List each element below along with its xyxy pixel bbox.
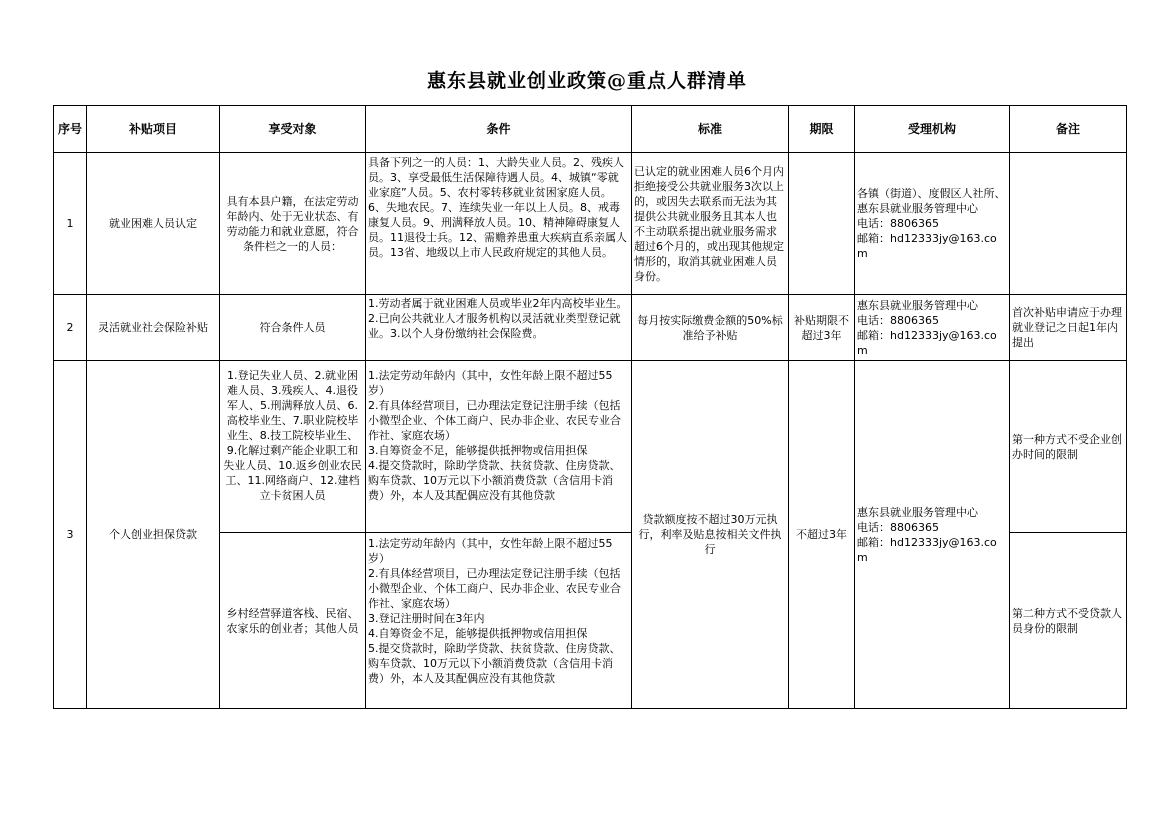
row-item: 个人创业担保贷款	[87, 361, 220, 709]
condition-text: 1.法定劳动年龄内（其中，女性年龄上限不超过55岁） 2.有具体经营项目，已办理法定登记注册手续（包括小微型企业、个体工商户、民办非企业、农民专业合作社、家庭农场） 3.自筹资金不足，能够提供抵押物或信用担保 4.提交贷款时，除助学贷款、扶贫贷款、住房贷款、购车贷款、10万元以下小额消费贷款（含信用卡消费）外，本人及其配偶应没有其他贷款	[368, 368, 621, 502]
row-period: 补贴期限不超过3年	[789, 295, 855, 361]
condition-text: 具备下列之一的人员：1、大龄失业人员。2、残疾人员。3、享受最低生活保障待遇人员。4、城镇“零就业家庭”人员。5、农村零转移就业贫困家庭人员。6、失地农民。7、连续失业一年以上人员。8、戒毒康复人员。9、刑满释放人员。10、精神障碍康复人员。11退役士兵。12、需赡养患重大疾病直系亲属人员。13省、地级以上市人民政府规定的其他人员。	[368, 155, 627, 259]
row-target: 具有本县户籍，在法定劳动年龄内、处于无业状态、有劳动能力和就业意愿，符合条件栏之一的人员：	[220, 153, 366, 295]
row-condition	[366, 533, 632, 709]
row-condition	[366, 295, 632, 361]
row-item: 就业困难人员认定	[87, 153, 220, 295]
header-period: 期限	[789, 106, 855, 153]
header-item: 补贴项目	[87, 106, 220, 153]
row-standard: 已认定的就业困难人员6个月内拒绝接受公共就业服务3次以上的，或因失去联系而无法为其提供公共就业服务且其本人也不主动联系提出就业服务需求超过6个月的，或出现其他规定情形的，取消其就业困难人员身份。	[632, 153, 789, 295]
header-agency: 受理机构	[855, 106, 1010, 153]
row-agency: 惠东县就业服务管理中心 电话：8806365 邮箱：hd12333jy@163.com	[855, 361, 1010, 709]
row-period: 不超过3年	[789, 361, 855, 709]
row-standard: 贷款额度按不超过30万元执行，利率及贴息按相关文件执行	[632, 361, 789, 709]
row-no: 3	[54, 361, 87, 709]
row-target: 符合条件人员	[220, 295, 366, 361]
table-row	[54, 361, 1127, 533]
row-remark: 第二种方式不受贷款人员身份的限制	[1010, 533, 1127, 709]
row-condition	[366, 361, 632, 533]
row-remark: 首次补贴申请应于办理就业登记之日起1年内提出	[1010, 295, 1127, 361]
condition-text: 1.劳动者属于就业困难人员或毕业2年内高校毕业生。2.已向公共就业人才服务机构以灵活就业类型登记就业。3.以个人身份缴纳社会保险费。	[368, 296, 628, 340]
row-agency: 各镇（街道）、度假区人社所、惠东县就业服务管理中心 电话：8806365 邮箱：hd12333jy@163.com	[855, 153, 1010, 295]
row-target	[220, 361, 366, 533]
header-condition: 条件	[366, 106, 632, 153]
header-no: 序号	[54, 106, 87, 153]
row-no: 2	[54, 295, 87, 361]
row-no: 1	[54, 153, 87, 295]
row-period	[789, 153, 855, 295]
row-target: 乡村经营驿道客栈、民宿、农家乐的创业者；其他人员	[220, 533, 366, 709]
row-remark: 第一种方式不受企业创办时间的限制	[1010, 361, 1127, 533]
header-row	[54, 106, 1127, 153]
table-row	[54, 153, 1127, 295]
header-remark: 备注	[1010, 106, 1127, 153]
table-row	[54, 295, 1127, 361]
row-standard: 每月按实际缴费金额的50%标准给予补贴	[632, 295, 789, 361]
row-remark	[1010, 153, 1127, 295]
target-text: 1.登记失业人员、2.就业困难人员、3.残疾人、4.退役军人、5.刑满释放人员、6.高校毕业生、7.职业院校毕业生、8.技工院校毕业生、9.化解过剩产能企业职工和失业人员、10.返乡创业农民工、11.网络商户、12.建档立卡贫困人员	[223, 368, 362, 502]
page-title: 惠东县就业创业政策@重点人群清单	[426, 70, 747, 92]
condition-text: 1.法定劳动年龄内（其中，女性年龄上限不超过55岁） 2.有具体经营项目，已办理法定登记注册手续（包括小微型企业、个体工商户、民办非企业、农民专业合作社、家庭农场） 3.登记注册时间在3年内 4.自筹资金不足，能够提供抵押物或信用担保 5.提交贷款时，除助学贷款、扶贫贷款、住房贷款、购车贷款、10万元以下小额消费贷款（含信用卡消费）外，本人及其配偶应没有其他贷款	[368, 536, 621, 685]
row-agency: 惠东县就业服务管理中心 电话：8806365 邮箱：hd12333jy@163.com	[855, 295, 1010, 361]
policy-table	[53, 105, 1127, 709]
header-standard: 标准	[632, 106, 789, 153]
row-condition	[366, 153, 632, 295]
row-item: 灵活就业社会保险补贴	[87, 295, 220, 361]
header-target: 享受对象	[220, 106, 366, 153]
